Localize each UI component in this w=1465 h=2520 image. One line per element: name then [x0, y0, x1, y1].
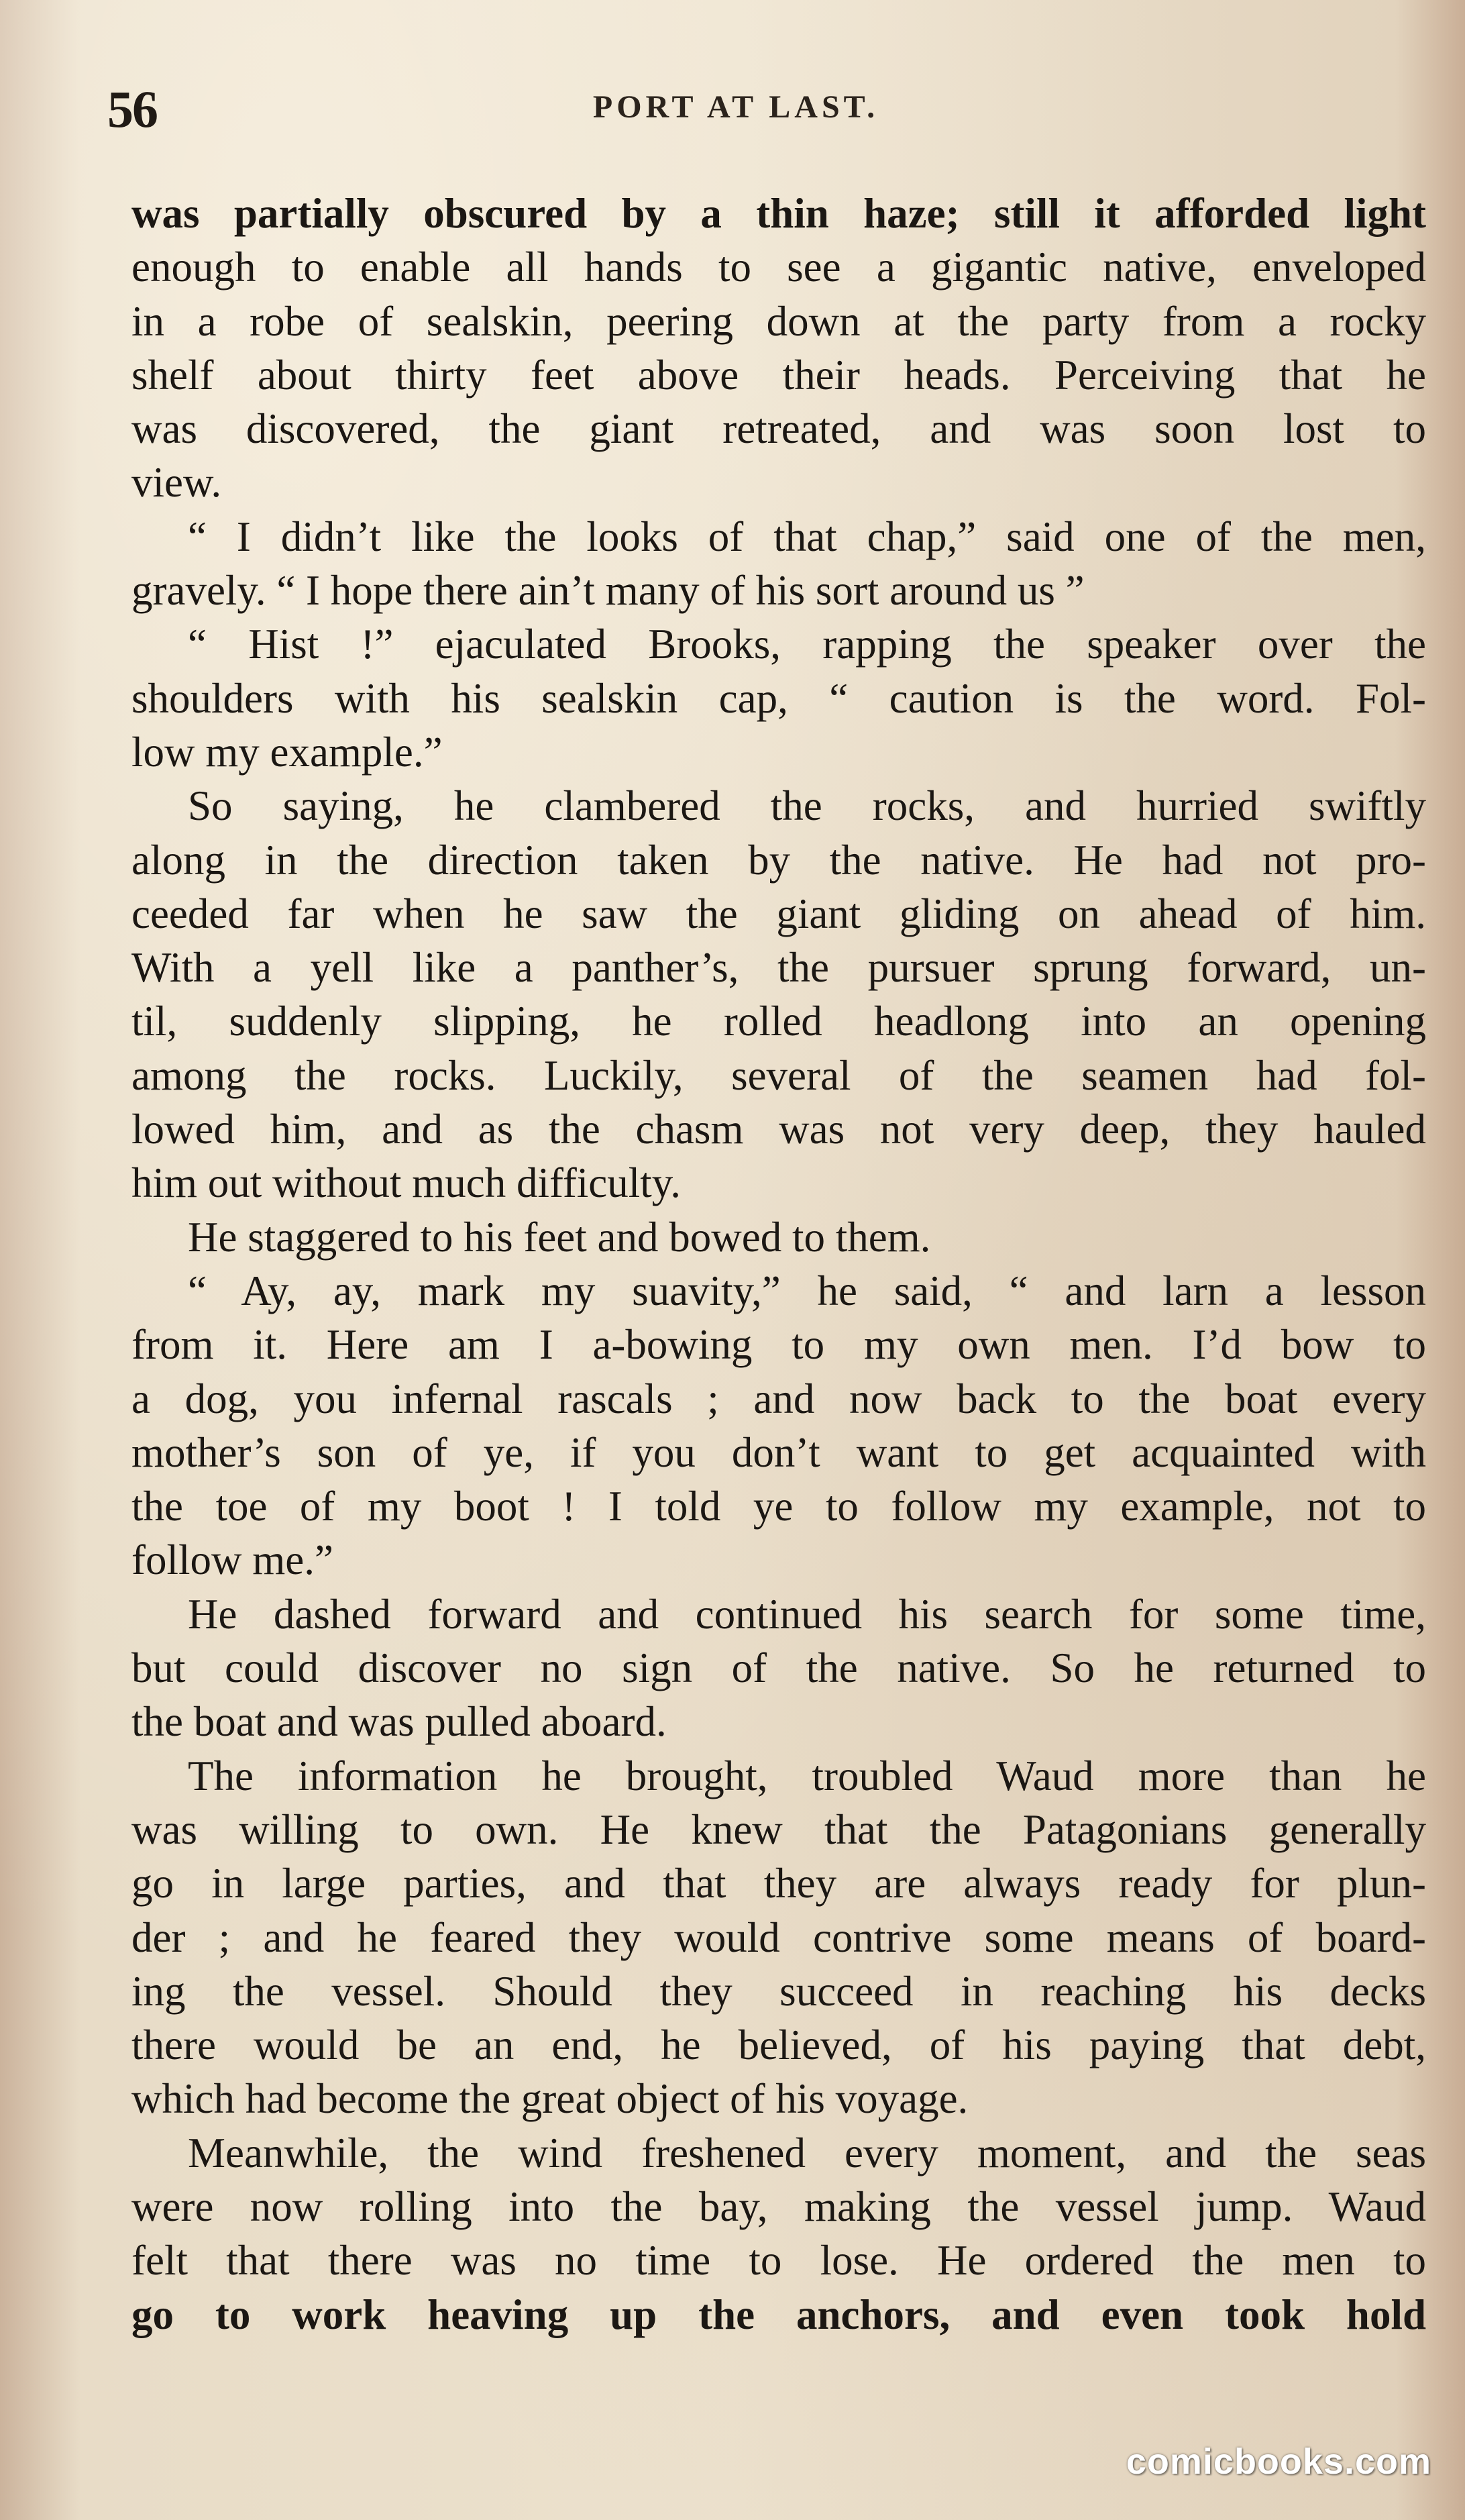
- text-line: along in the direction taken by the native. He had not pro-: [131, 836, 1426, 884]
- text-line: was willing to own. He knew that the Patagonians generally: [131, 1805, 1426, 1853]
- text-line: der ; and he feared they would contrive some means of board-: [131, 1913, 1426, 1961]
- text-line: The information he brought, troubled Waud more than he: [188, 1752, 1426, 1799]
- text-line: So saying, he clambered the rocks, and hurried swiftly: [188, 782, 1426, 830]
- text-line: “ Hist !” ejaculated Brooks, rapping the speaker over the: [188, 621, 1426, 668]
- watermark: comicbooks.com: [1126, 2442, 1431, 2482]
- text-line: but could discover no sign of the native. So he returned to: [131, 1644, 1426, 1692]
- text-line: him out without much difficulty.: [131, 1159, 681, 1207]
- text-line: go to work heaving up the anchors, and even took hold: [131, 2291, 1426, 2338]
- text-line: in a robe of sealskin, peering down at the party from a rocky: [131, 297, 1426, 345]
- text-line: the boat and was pulled aboard.: [131, 1698, 667, 1746]
- text-line: follow me.”: [131, 1536, 333, 1584]
- text-line: til, suddenly slipping, he rolled headlong into an opening: [131, 998, 1426, 1045]
- text-line: low my example.”: [131, 728, 443, 776]
- text-line: lowed him, and as the chasm was not very deep, they hauled: [131, 1106, 1426, 1153]
- text-line: view.: [131, 459, 222, 507]
- text-line: With a yell like a panther’s, the pursuer sprung forward, un-: [131, 944, 1426, 992]
- text-line: “ I didn’t like the looks of that chap,” said one of the men,: [188, 513, 1426, 560]
- page-header: [107, 79, 1364, 140]
- text-line: gravely. “ I hope there ain’t many of his sort around us ”: [131, 567, 1085, 615]
- running-head: PORT AT LAST.: [592, 89, 879, 125]
- text-line: ing the vessel. Should they succeed in reaching his decks: [131, 1967, 1426, 2015]
- text-line: were now rolling into the bay, making the vessel jump. Waud: [131, 2183, 1426, 2230]
- text-line: from it. Here am I a-bowing to my own men. I’d bow to: [131, 1321, 1426, 1369]
- body-text: [131, 187, 1426, 2342]
- text-line: enough to enable all hands to see a gigantic native, enveloped: [131, 244, 1426, 291]
- text-line: go in large parties, and that they are always ready for plun-: [131, 1860, 1426, 1907]
- text-line: a dog, you infernal rascals ; and now back to the boat every: [131, 1375, 1426, 1422]
- text-line: mother’s son of ye, if you don’t want to get acquainted with: [131, 1428, 1426, 1476]
- text-line: was discovered, the giant retreated, and was soon lost to: [131, 405, 1426, 453]
- text-line: Meanwhile, the wind freshened every moment, and the seas: [188, 2129, 1426, 2176]
- text-line: He staggered to his feet and bowed to them.: [188, 1213, 931, 1261]
- text-line: felt that there was no time to lose. He ordered the men to: [131, 2237, 1426, 2285]
- text-line: the toe of my boot ! I told ye to follow my example, not to: [131, 1483, 1426, 1530]
- text-line: He dashed forward and continued his search for some time,: [188, 1590, 1426, 1638]
- text-line: “ Ay, ay, mark my suavity,” he said, “ and larn a lesson: [188, 1267, 1426, 1314]
- page-number: 56: [107, 80, 157, 138]
- text-line: which had become the great object of his voyage.: [131, 2075, 969, 2123]
- text-line: shelf about thirty feet above their heads. Perceiving that he: [131, 351, 1426, 399]
- text-line: shoulders with his sealskin cap, “ caution is the word. Fol-: [131, 674, 1426, 722]
- text-line: there would be an end, he believed, of his paying that debt,: [131, 2022, 1426, 2069]
- text-line: ceeded far when he saw the giant gliding on ahead of him.: [131, 890, 1426, 937]
- text-line: among the rocks. Luckily, several of the seamen had fol-: [131, 1051, 1426, 1099]
- text-line: was partially obscured by a thin haze; still it afforded light: [131, 190, 1426, 237]
